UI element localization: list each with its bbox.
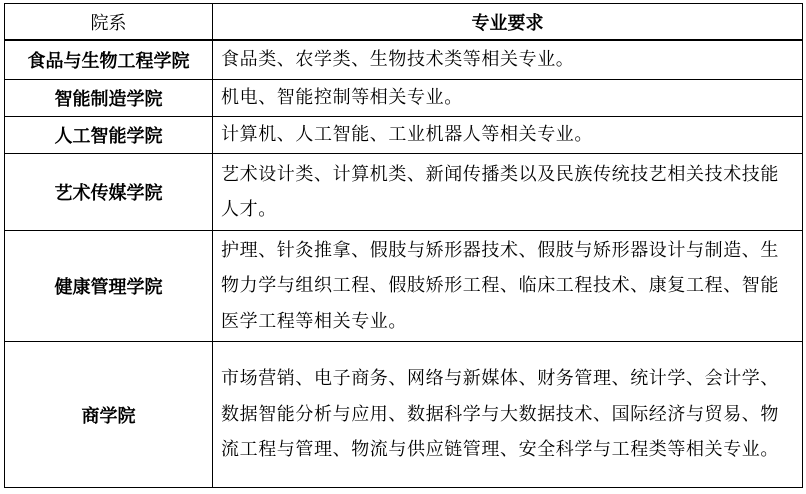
department-cell: 智能制造学院 — [5, 80, 213, 117]
table-header-row — [5, 4, 803, 41]
requirement-cell: 机电、智能控制等相关专业。 — [213, 80, 803, 117]
requirement-cell: 艺术设计类、计算机类、新闻传播类以及民族传统技艺相关技术技能人才。 — [213, 154, 803, 231]
department-cell: 人工智能学院 — [5, 117, 213, 154]
column-header-requirement: 专业要求 — [213, 4, 803, 41]
requirement-cell: 计算机、人工智能、工业机器人等相关专业。 — [213, 117, 803, 154]
requirement-cell: 护理、针灸推拿、假肢与矫形器技术、假肢与矫形器设计与制造、生物力学与组织工程、假肢矫形工程、临床工程技术、康复工程、智能医学工程等相关专业。 — [213, 231, 803, 342]
table-row — [5, 342, 803, 488]
requirement-cell: 市场营销、电子商务、网络与新媒体、财务管理、统计学、会计学、数据智能分析与应用、数据科学与大数据技术、国际经济与贸易、物流工程与管理、物流与供应链管理、安全科学与工程类等相关专业。 — [213, 342, 803, 488]
table-row — [5, 117, 803, 154]
table-row — [5, 40, 803, 80]
requirement-cell: 食品类、农学类、生物技术类等相关专业。 — [213, 40, 803, 80]
department-cell: 食品与生物工程学院 — [5, 40, 213, 80]
department-cell: 商学院 — [5, 342, 213, 488]
column-header-department: 院系 — [5, 4, 213, 41]
table-row — [5, 80, 803, 117]
table-row — [5, 154, 803, 231]
department-cell: 艺术传媒学院 — [5, 154, 213, 231]
department-cell: 健康管理学院 — [5, 231, 213, 342]
department-requirements-table — [4, 3, 803, 488]
table-row — [5, 231, 803, 342]
